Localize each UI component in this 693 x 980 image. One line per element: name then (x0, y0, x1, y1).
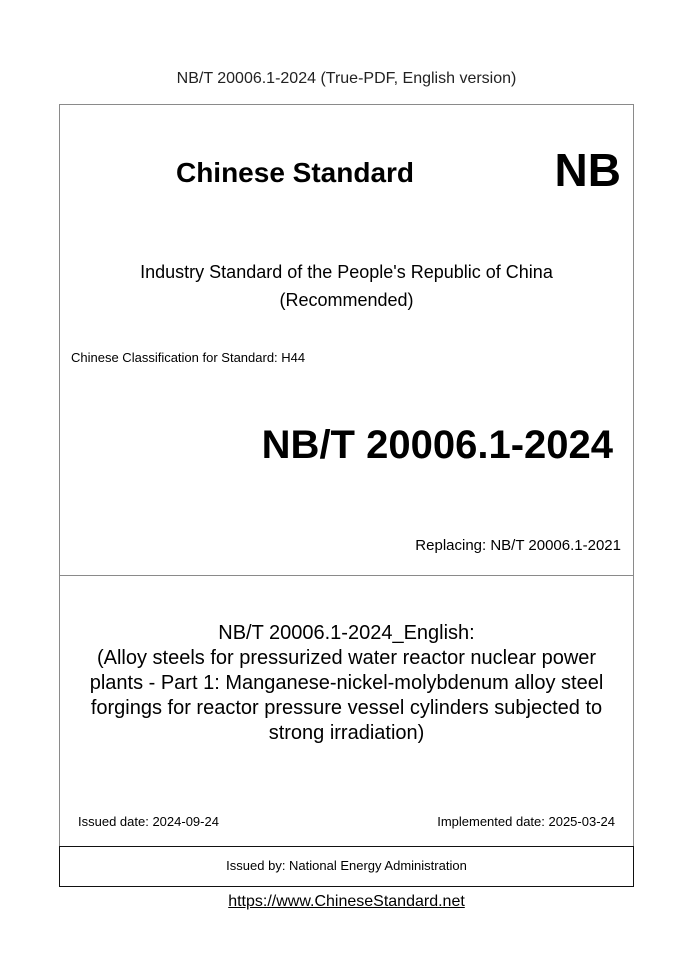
classification-code: Chinese Classification for Standard: H44 (71, 350, 306, 365)
standard-number: NB/T 20006.1-2024 (261, 423, 613, 467)
industry-line: Industry Standard of the People's Republic of China (140, 262, 553, 282)
title-line: strong irradiation) (268, 722, 425, 744)
cover-frame (59, 104, 634, 886)
title-line: (Alloy steels for pressurized water reactor nuclear power (96, 647, 597, 669)
recommended-line: (Recommended) (279, 290, 414, 310)
section-divider (60, 575, 633, 576)
cover-heading: Chinese Standard (175, 157, 415, 188)
title-line: forgings for reactor pressure vessel cylinders subjected to (90, 697, 603, 719)
brand-mark: NB (554, 144, 621, 196)
implemented-date: Implemented date: 2025-03-24 (437, 814, 615, 829)
website-link[interactable]: https://www.ChineseStandard.net (228, 893, 465, 910)
document-title (76, 621, 617, 746)
replacing-standard: Replacing: NB/T 20006.1-2021 (415, 537, 621, 554)
title-line: plants - Part 1: Manganese-nickel-molybdenum alloy steel (89, 672, 604, 694)
document-header: NB/T 20006.1-2024 (True-PDF, English version) (176, 70, 517, 87)
issued-date: Issued date: 2024-09-24 (78, 814, 219, 829)
title-line: NB/T 20006.1-2024_English: (218, 622, 475, 644)
industry-standard-block (60, 258, 633, 314)
issuer-box: Issued by: National Energy Administration (59, 846, 634, 887)
